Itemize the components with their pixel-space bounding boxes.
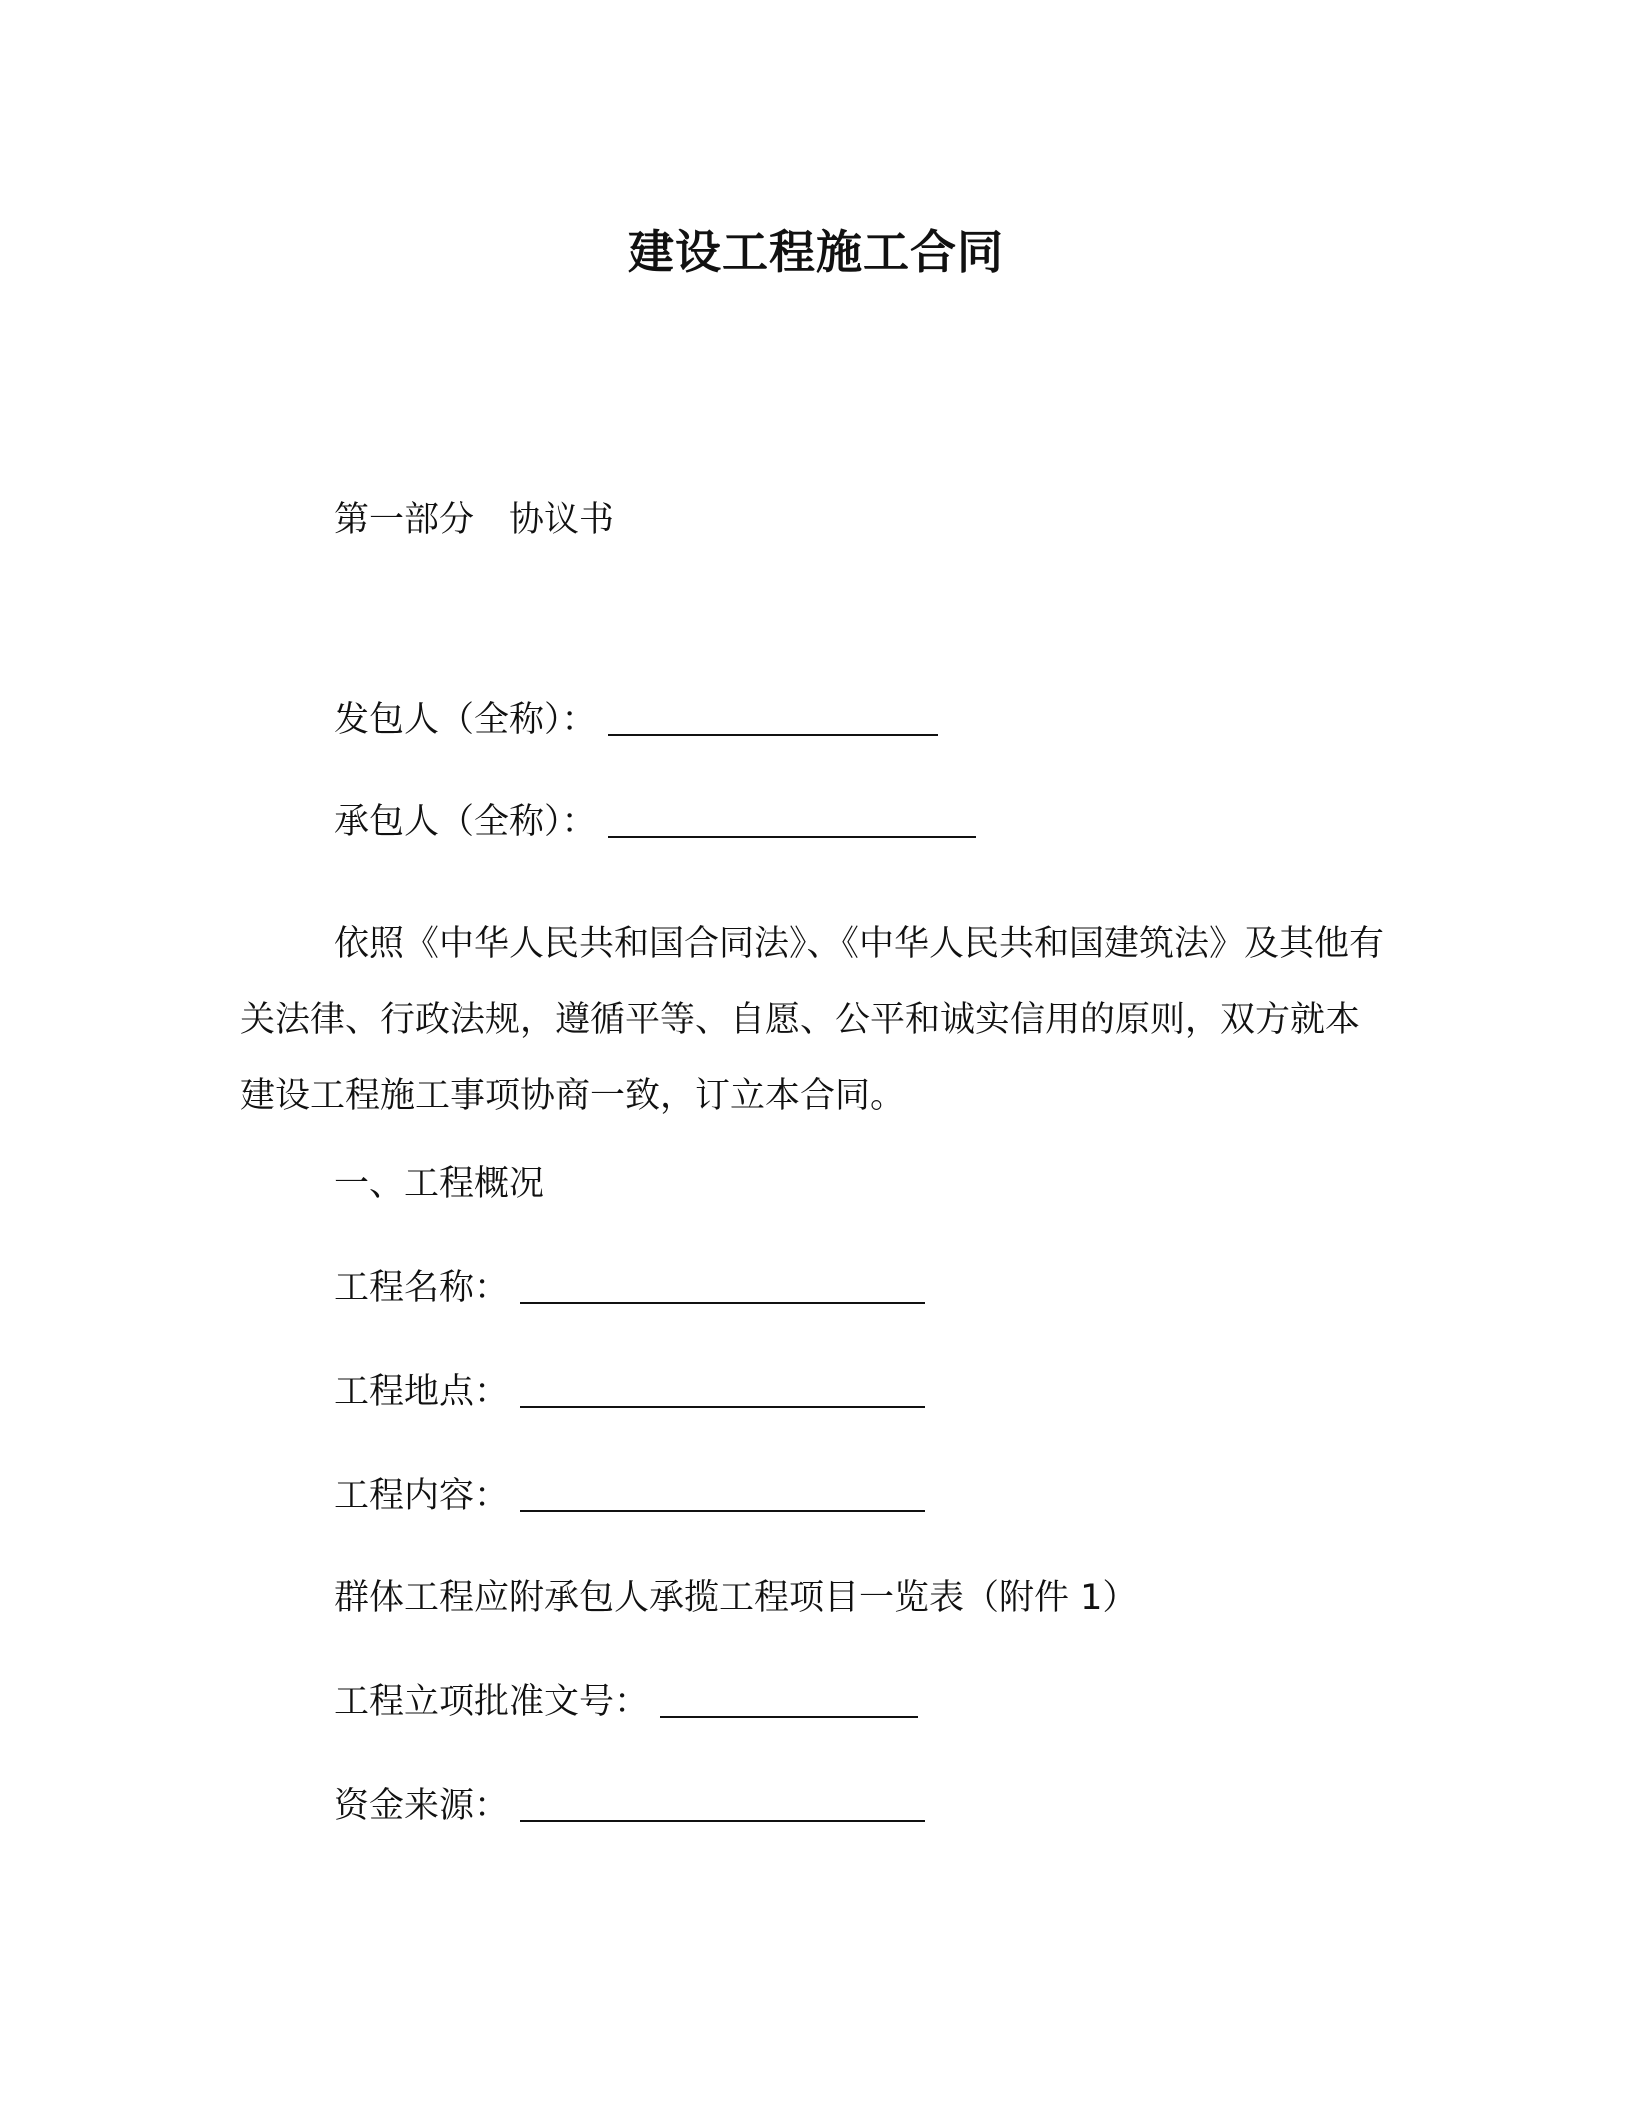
employer-name-blank[interactable] [608, 704, 938, 736]
project-location-row [334, 1368, 925, 1416]
employer-label: 发包人（全称）： [334, 700, 597, 740]
project-name-row [334, 1264, 925, 1312]
project-content-label: 工程内容： [334, 1476, 510, 1516]
intro-paragraph [240, 906, 1390, 1134]
employer-field-row [334, 696, 938, 744]
contractor-label: 承包人（全称）： [334, 802, 597, 842]
project-name-blank[interactable] [520, 1272, 925, 1304]
group-project-note: 群体工程应附承包人承揽工程项目一览表（附件 1） [334, 1578, 1138, 1618]
contractor-field-row [334, 798, 976, 846]
funding-source-blank[interactable] [520, 1790, 925, 1822]
funding-source-label: 资金来源： [334, 1786, 510, 1826]
project-content-blank[interactable] [520, 1480, 925, 1512]
section-heading: 一、工程概况 [334, 1164, 545, 1204]
project-content-row [334, 1472, 925, 1520]
approval-number-blank[interactable] [660, 1686, 918, 1718]
approval-number-row [334, 1678, 918, 1726]
funding-source-row [334, 1782, 925, 1830]
intro-paragraph-text: 依照《中华人民共和国合同法》、《中华人民共和国建筑法》及其他有关法律、行政法规，遵循平等、自愿、公平和诚实信用的原则，双方就本建设工程施工事项协商一致，订立本合同。 [240, 924, 1385, 1116]
contractor-name-blank[interactable] [608, 806, 976, 838]
part-heading: 第一部分 协议书 [334, 500, 615, 540]
project-name-label: 工程名称： [334, 1268, 510, 1308]
project-location-label: 工程地点： [334, 1372, 510, 1412]
approval-number-label: 工程立项批准文号： [334, 1682, 650, 1722]
document-title: 建设工程施工合同 [628, 225, 1004, 279]
project-location-blank[interactable] [520, 1376, 925, 1408]
